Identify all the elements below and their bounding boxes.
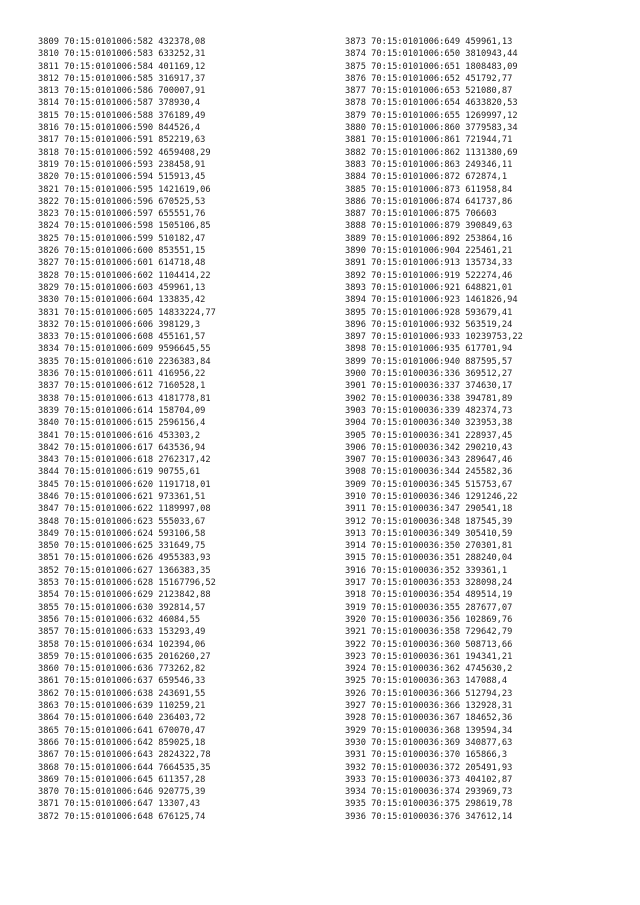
table-row: 3840 70:15:0101006:615 2596156,4 — [38, 418, 206, 429]
table-row: 3853 70:15:0101006:628 15167796,52 — [38, 578, 216, 589]
table-row: 3820 70:15:0101006:594 515913,45 — [38, 172, 206, 183]
table-row: 3843 70:15:0101006:618 2762317,42 — [38, 455, 211, 466]
table-row: 3914 70:15:0100036:350 270301,81 — [345, 541, 513, 552]
table-row: 3862 70:15:0101006:638 243691,55 — [38, 688, 206, 699]
table-row: 3855 70:15:0101006:630 392814,57 — [38, 602, 206, 613]
table-row: 3887 70:15:0101006:875 706603 — [345, 209, 497, 220]
table-row: 3870 70:15:0101006:646 920775,39 — [38, 787, 206, 798]
table-row: 3936 70:15:0100036:376 347612,14 — [345, 811, 513, 822]
table-row: 3875 70:15:0101006:651 1808483,09 — [345, 61, 518, 72]
table-row: 3924 70:15:0100036:362 4745630,2 — [345, 664, 513, 675]
table-row: 3905 70:15:0100036:341 228937,45 — [345, 430, 513, 441]
table-row: 3819 70:15:0101006:593 238458,91 — [38, 159, 206, 170]
table-row: 3928 70:15:0100036:367 184652,36 — [345, 713, 513, 724]
table-row: 3876 70:15:0101006:652 451792,77 — [345, 73, 513, 84]
table-row: 3856 70:15:0101006:632 46084,55 — [38, 614, 201, 625]
table-row: 3848 70:15:0101006:623 555033,67 — [38, 516, 206, 527]
table-row: 3890 70:15:0101006:904 225461,21 — [345, 246, 513, 257]
table-row: 3849 70:15:0101006:624 593106,58 — [38, 528, 206, 539]
table-row: 3859 70:15:0101006:635 2016260,27 — [38, 651, 211, 662]
table-row: 3915 70:15:0100036:351 288240,04 — [345, 553, 513, 564]
table-row: 3851 70:15:0101006:626 4955383,93 — [38, 553, 211, 564]
table-row: 3920 70:15:0100036:356 102869,76 — [345, 614, 513, 625]
table-row: 3868 70:15:0101006:644 7664535,35 — [38, 762, 211, 773]
table-row: 3901 70:15:0100036:337 374630,17 — [345, 381, 513, 392]
table-row: 3900 70:15:0100036:336 369512,27 — [345, 369, 513, 380]
table-row: 3882 70:15:0101006:862 1131380,69 — [345, 147, 518, 158]
table-row: 3810 70:15:0101006:583 633252,31 — [38, 49, 206, 60]
table-row: 3896 70:15:0101006:932 563519,24 — [345, 319, 513, 330]
table-row: 3863 70:15:0101006:639 110259,21 — [38, 701, 206, 712]
table-row: 3879 70:15:0101006:655 1269997,12 — [345, 110, 518, 121]
table-row: 3903 70:15:0100036:339 482374,73 — [345, 405, 513, 416]
table-row: 3883 70:15:0101006:863 249346,11 — [345, 159, 513, 170]
table-row: 3842 70:15:0101006:617 643536,94 — [38, 442, 206, 453]
table-row: 3828 70:15:0101006:602 1104414,22 — [38, 270, 211, 281]
table-row: 3811 70:15:0101006:584 401169,12 — [38, 61, 206, 72]
table-row: 3826 70:15:0101006:600 853551,15 — [38, 246, 206, 257]
table-row: 3812 70:15:0101006:585 316917,37 — [38, 73, 206, 84]
left-column — [38, 36, 216, 823]
table-row: 3841 70:15:0101006:616 453303,2 — [38, 430, 201, 441]
table-row: 3933 70:15:0100036:373 404102,87 — [345, 774, 513, 785]
table-row: 3934 70:15:0100036:374 293969,73 — [345, 787, 513, 798]
table-row: 3860 70:15:0101006:636 773262,82 — [38, 664, 206, 675]
table-row: 3818 70:15:0101006:592 4659408,29 — [38, 147, 211, 158]
table-row: 3830 70:15:0101006:604 133835,42 — [38, 295, 206, 306]
table-row: 3854 70:15:0101006:629 2123842,88 — [38, 590, 211, 601]
table-row: 3852 70:15:0101006:627 1366383,35 — [38, 565, 211, 576]
table-row: 3886 70:15:0101006:874 641737,86 — [345, 196, 513, 207]
table-row: 3917 70:15:0100036:353 328098,24 — [345, 578, 513, 589]
table-row: 3880 70:15:0101006:860 3779583,34 — [345, 123, 518, 134]
table-row: 3899 70:15:0101006:940 887595,57 — [345, 356, 513, 367]
table-row: 3911 70:15:0100036:347 290541,18 — [345, 504, 513, 515]
right-column — [345, 36, 523, 823]
table-row: 3835 70:15:0101006:610 2236383,84 — [38, 356, 211, 367]
table-row: 3894 70:15:0101006:923 1461826,94 — [345, 295, 518, 306]
table-row: 3829 70:15:0101006:603 459961,13 — [38, 282, 206, 293]
table-row: 3931 70:15:0100036:370 165866,3 — [345, 750, 508, 761]
table-row: 3895 70:15:0101006:928 593679,41 — [345, 307, 513, 318]
table-row: 3910 70:15:0100036:346 1291246,22 — [345, 491, 518, 502]
table-row: 3869 70:15:0101006:645 611357,28 — [38, 774, 206, 785]
table-row: 3930 70:15:0100036:369 340877,63 — [345, 737, 513, 748]
table-row: 3909 70:15:0100036:345 515753,67 — [345, 479, 513, 490]
table-row: 3912 70:15:0100036:348 187545,39 — [345, 516, 513, 527]
table-row: 3913 70:15:0100036:349 305410,59 — [345, 528, 513, 539]
table-row: 3866 70:15:0101006:642 859025,18 — [38, 737, 206, 748]
table-row: 3877 70:15:0101006:653 521080,87 — [345, 86, 513, 97]
table-row: 3815 70:15:0101006:588 376189,49 — [38, 110, 206, 121]
table-row: 3935 70:15:0100036:375 298619,78 — [345, 799, 513, 810]
table-row: 3919 70:15:0100036:355 287677,07 — [345, 602, 513, 613]
table-row: 3878 70:15:0101006:654 4633820,53 — [345, 98, 518, 109]
table-row: 3823 70:15:0101006:597 655551,76 — [38, 209, 206, 220]
table-row: 3907 70:15:0100036:343 289647,46 — [345, 455, 513, 466]
table-row: 3833 70:15:0101006:608 455161,57 — [38, 332, 206, 343]
table-row: 3932 70:15:0100036:372 205491,93 — [345, 762, 513, 773]
table-row: 3844 70:15:0101006:619 90755,61 — [38, 467, 201, 478]
table-row: 3838 70:15:0101006:613 4181778,81 — [38, 393, 211, 404]
table-row: 3916 70:15:0100036:352 339361,1 — [345, 565, 508, 576]
table-row: 3846 70:15:0101006:621 973361,51 — [38, 491, 206, 502]
table-row: 3891 70:15:0101006:913 135734,33 — [345, 258, 513, 269]
table-row: 3922 70:15:0100036:360 508713,66 — [345, 639, 513, 650]
table-row: 3831 70:15:0101006:605 14833224,77 — [38, 307, 216, 318]
table-row: 3923 70:15:0100036:361 194341,21 — [345, 651, 513, 662]
table-row: 3825 70:15:0101006:599 510182,47 — [38, 233, 206, 244]
table-row: 3827 70:15:0101006:601 614718,48 — [38, 258, 206, 269]
table-row: 3822 70:15:0101006:596 670525,53 — [38, 196, 206, 207]
table-row: 3885 70:15:0101006:873 611958,84 — [345, 184, 513, 195]
table-row: 3918 70:15:0100036:354 489514,19 — [345, 590, 513, 601]
table-row: 3925 70:15:0100036:363 147088,4 — [345, 676, 508, 687]
table-row: 3929 70:15:0100036:368 139594,34 — [345, 725, 513, 736]
table-row: 3927 70:15:0100036:366 132928,31 — [345, 701, 513, 712]
table-row: 3873 70:15:0101006:649 459961,13 — [345, 37, 513, 47]
table-row: 3904 70:15:0100036:340 323953,38 — [345, 418, 513, 429]
table-row: 3865 70:15:0101006:641 670070,47 — [38, 725, 206, 736]
table-row: 3832 70:15:0101006:606 398129,3 — [38, 319, 201, 330]
table-row: 3898 70:15:0101006:935 617701,94 — [345, 344, 513, 355]
table-row: 3817 70:15:0101006:591 852219,63 — [38, 135, 206, 146]
table-row: 3908 70:15:0100036:344 245582,36 — [345, 467, 513, 478]
table-row: 3897 70:15:0101006:933 10239753,22 — [345, 332, 523, 343]
table-row: 3839 70:15:0101006:614 158704,09 — [38, 405, 206, 416]
table-row: 3858 70:15:0101006:634 102394,06 — [38, 639, 206, 650]
table-row: 3847 70:15:0101006:622 1189997,08 — [38, 504, 211, 515]
table-row: 3874 70:15:0101006:650 3810943,44 — [345, 49, 518, 60]
table-row: 3889 70:15:0101006:892 253864,16 — [345, 233, 513, 244]
table-row: 3861 70:15:0101006:637 659546,33 — [38, 676, 206, 687]
table-row: 3824 70:15:0101006:598 1505106,85 — [38, 221, 211, 232]
table-row: 3893 70:15:0101006:921 648821,01 — [345, 282, 513, 293]
table-row: 3809 70:15:0101006:582 432378,08 — [38, 37, 206, 47]
table-row: 3836 70:15:0101006:611 416956,22 — [38, 369, 206, 380]
table-row: 3872 70:15:0101006:648 676125,74 — [38, 811, 206, 822]
table-row: 3816 70:15:0101006:590 844526,4 — [38, 123, 201, 134]
table-row: 3888 70:15:0101006:879 390849,63 — [345, 221, 513, 232]
table-row: 3821 70:15:0101006:595 1421619,06 — [38, 184, 211, 195]
table-row: 3814 70:15:0101006:587 378930,4 — [38, 98, 201, 109]
table-row: 3850 70:15:0101006:625 331649,75 — [38, 541, 206, 552]
table-row: 3881 70:15:0101006:861 721944,71 — [345, 135, 513, 146]
table-row: 3884 70:15:0101006:872 672874,1 — [345, 172, 508, 183]
table-row: 3867 70:15:0101006:643 2824322,78 — [38, 750, 211, 761]
table-row: 3892 70:15:0101006:919 522274,46 — [345, 270, 513, 281]
table-row: 3906 70:15:0100036:342 290210,43 — [345, 442, 513, 453]
table-row: 3837 70:15:0101006:612 7160528,1 — [38, 381, 206, 392]
table-row: 3813 70:15:0101006:586 700007,91 — [38, 86, 206, 97]
table-row: 3902 70:15:0100036:338 394781,89 — [345, 393, 513, 404]
table-row: 3845 70:15:0101006:620 1191718,01 — [38, 479, 211, 490]
table-row: 3857 70:15:0101006:633 153293,49 — [38, 627, 206, 638]
table-row: 3871 70:15:0101006:647 13307,43 — [38, 799, 201, 810]
table-row: 3921 70:15:0100036:358 729642,79 — [345, 627, 513, 638]
table-row: 3834 70:15:0101006:609 9596645,55 — [38, 344, 211, 355]
table-row: 3864 70:15:0101006:640 236403,72 — [38, 713, 206, 724]
table-row: 3926 70:15:0100036:366 512794,23 — [345, 688, 513, 699]
